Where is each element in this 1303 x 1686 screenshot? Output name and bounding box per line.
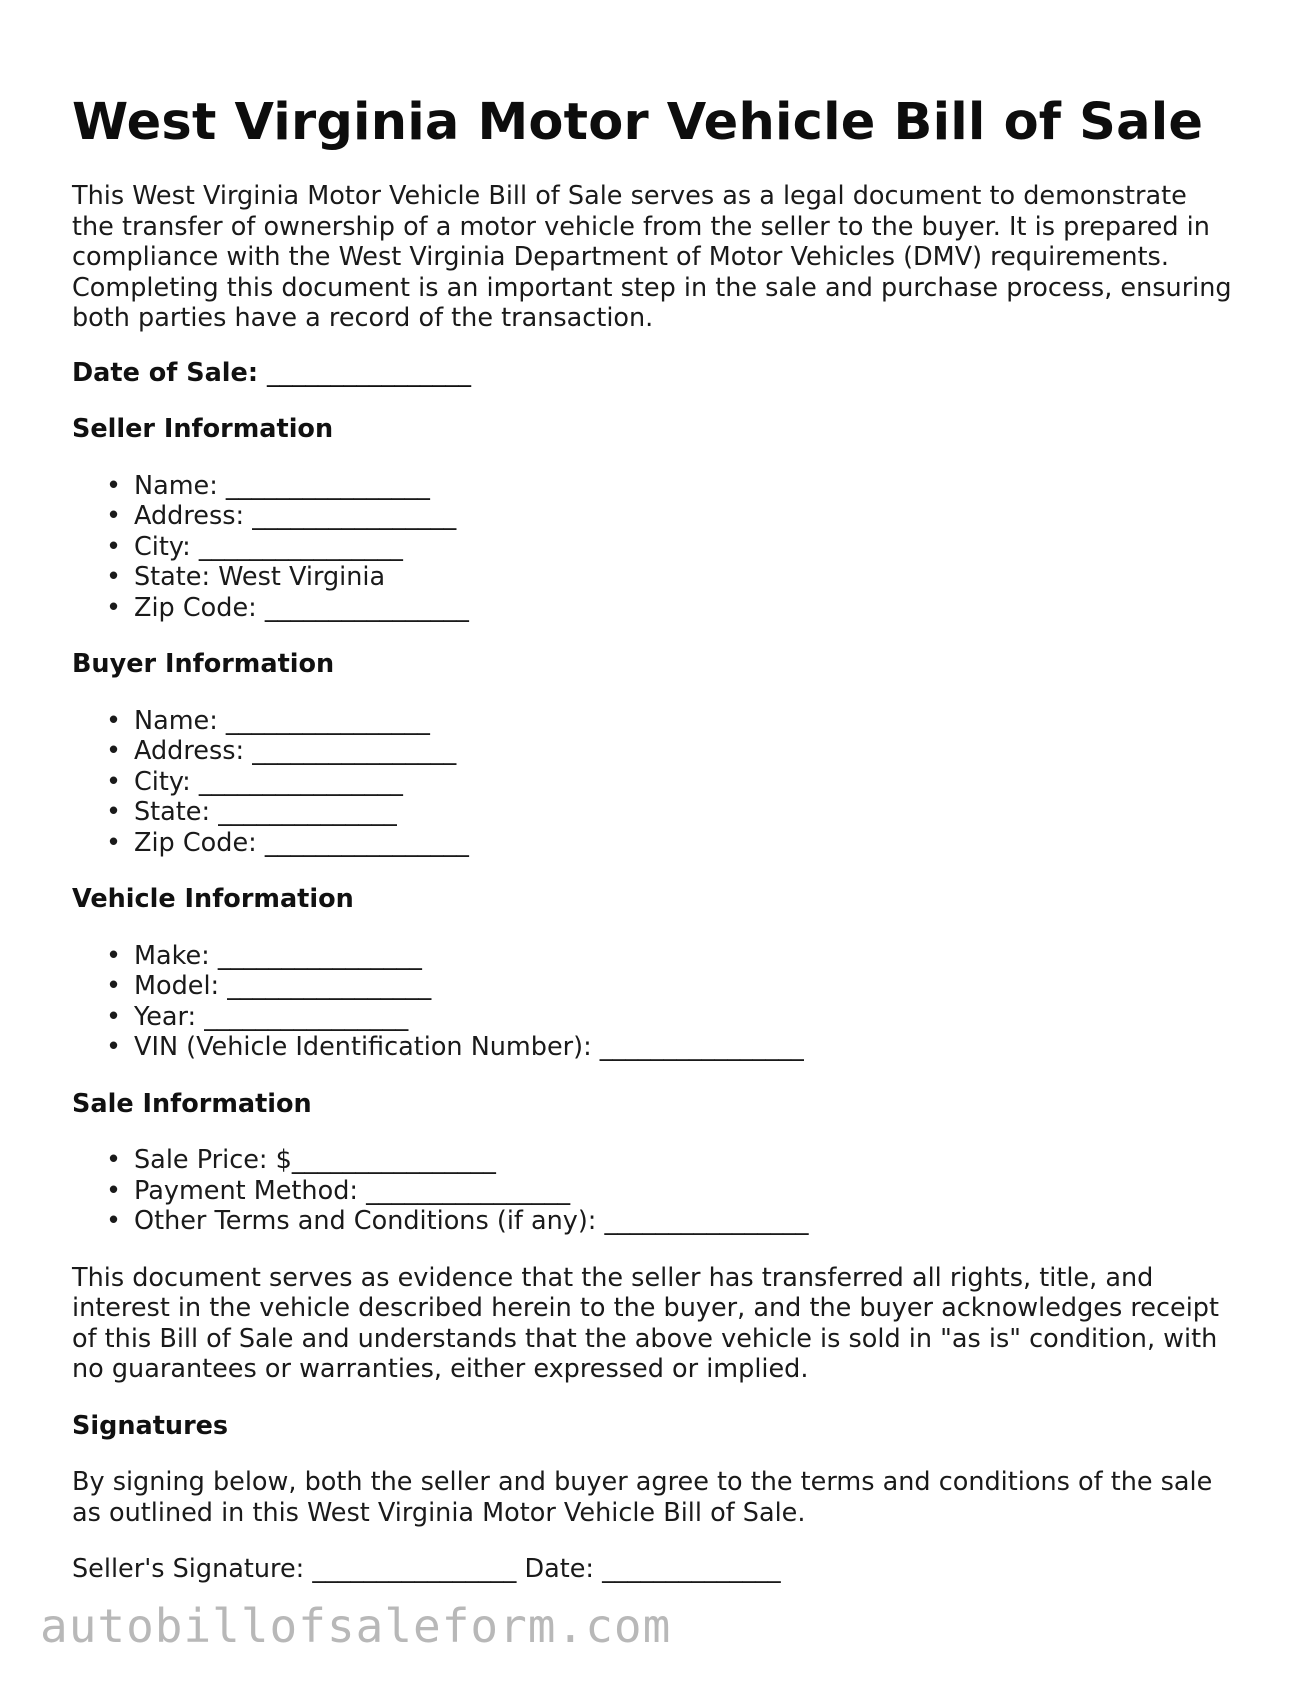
sale-price-field[interactable]: Sale Price: $________________ (134, 1145, 496, 1175)
list-item (106, 797, 1232, 828)
list-item (106, 562, 1232, 593)
intro-paragraph: This West Virginia Motor Vehicle Bill of Sale serves as a legal document to demonstrate the transfer of ownership of a motor vehicle from the seller to the buyer. It is prepared in compliance with the West Virginia Department of Motor Vehicles (DMV) requirements. Completing this document is an important step in the sale and purchase process, ensuring both parties have a record of the transaction. (72, 181, 1232, 333)
vehicle-year-field[interactable]: Year: ________________ (134, 1001, 409, 1032)
signatures-heading: Signatures (72, 1410, 229, 1441)
bullet-icon: • (106, 1206, 122, 1236)
list-item (106, 705, 1232, 737)
sale-information-heading: Sale Information (72, 1088, 312, 1119)
seller-signature-blank[interactable]: ________________ (312, 1554, 517, 1584)
bullet-icon: • (106, 705, 122, 736)
list-item (106, 1001, 1232, 1033)
buyer-city-field[interactable]: City: ________________ (134, 766, 403, 797)
date-of-sale-label: Date of Sale: (72, 357, 259, 388)
document-title: West Virginia Motor Vehicle Bill of Sale (72, 93, 1204, 152)
list-item (106, 501, 1232, 532)
vehicle-information-heading: Vehicle Information (72, 884, 354, 914)
payment-method-field[interactable]: Payment Method: ________________ (134, 1175, 571, 1206)
buyer-zip-field[interactable]: Zip Code: ________________ (134, 827, 469, 858)
seller-name-field[interactable]: Name: ________________ (134, 470, 430, 501)
list-item (106, 1206, 1232, 1237)
signature-date-label: Date: (524, 1554, 594, 1584)
list-item (106, 736, 1232, 767)
sale-information-list (72, 1145, 1232, 1237)
vehicle-information-list (72, 941, 1232, 1063)
bullet-icon: • (106, 562, 122, 592)
vehicle-vin-field[interactable]: VIN (Vehicle Identification Number): ________________ (134, 1032, 804, 1062)
list-item (106, 827, 1232, 859)
seller-zip-field[interactable]: Zip Code: ________________ (134, 592, 469, 623)
bullet-icon: • (106, 736, 122, 766)
list-item (106, 1175, 1232, 1207)
list-item (106, 971, 1232, 1002)
signatures-intro: By signing below, both the seller and buyer agree to the terms and conditions of the sale as outlined in this West Virginia Motor Vehicle Bill of Sale. (72, 1467, 1213, 1528)
watermark: autobillofsaleform.com (40, 1599, 672, 1653)
seller-information-heading: Seller Information (72, 414, 334, 444)
list-item (106, 592, 1232, 624)
seller-address-field[interactable]: Address: ________________ (134, 501, 457, 531)
buyer-state-field[interactable]: State: ______________ (134, 797, 397, 827)
seller-city-field[interactable]: City: ________________ (134, 531, 403, 562)
seller-state-field: State: West Virginia (134, 562, 386, 592)
list-item (106, 766, 1232, 798)
date-of-sale-line (72, 358, 1232, 389)
bullet-icon: • (106, 940, 122, 971)
seller-signature-label: Seller's Signature: (72, 1554, 305, 1584)
bullet-icon: • (106, 971, 122, 1001)
closing-paragraph: This document serves as evidence that the seller has transferred all rights, title, and interest in the vehicle described herein to the buyer, and the buyer acknowledges receipt of this Bill of Sale and understands that the above vehicle is sold in "as is" condition, with no guarantees or warranties, either expressed or implied. (72, 1262, 1219, 1384)
seller-information-list (72, 471, 1232, 624)
vehicle-make-field[interactable]: Make: ________________ (134, 940, 422, 971)
list-item (106, 1145, 1232, 1176)
bullet-icon: • (106, 766, 122, 797)
bullet-icon: • (106, 1032, 122, 1062)
buyer-address-field[interactable]: Address: ________________ (134, 736, 457, 766)
buyer-information-heading: Buyer Information (72, 649, 335, 679)
list-item (106, 1032, 1232, 1063)
bullet-icon: • (106, 501, 122, 531)
seller-signature-line (72, 1554, 1232, 1585)
bullet-icon: • (106, 531, 122, 562)
bullet-icon: • (106, 592, 122, 623)
signature-date-blank[interactable]: ______________ (602, 1554, 781, 1584)
other-terms-field[interactable]: Other Terms and Conditions (if any): ________________ (134, 1206, 809, 1236)
vehicle-model-field[interactable]: Model: ________________ (134, 971, 432, 1001)
bill-of-sale-document (72, 88, 1232, 1585)
buyer-information-list (72, 706, 1232, 859)
list-item (106, 531, 1232, 563)
bullet-icon: • (106, 1175, 122, 1206)
list-item (106, 940, 1232, 972)
date-of-sale-blank[interactable]: ________________ (266, 357, 471, 388)
bullet-icon: • (106, 827, 122, 858)
bullet-icon: • (106, 797, 122, 827)
bullet-icon: • (106, 470, 122, 501)
list-item (106, 470, 1232, 502)
bullet-icon: • (106, 1001, 122, 1032)
buyer-name-field[interactable]: Name: ________________ (134, 705, 430, 736)
bullet-icon: • (106, 1145, 122, 1175)
